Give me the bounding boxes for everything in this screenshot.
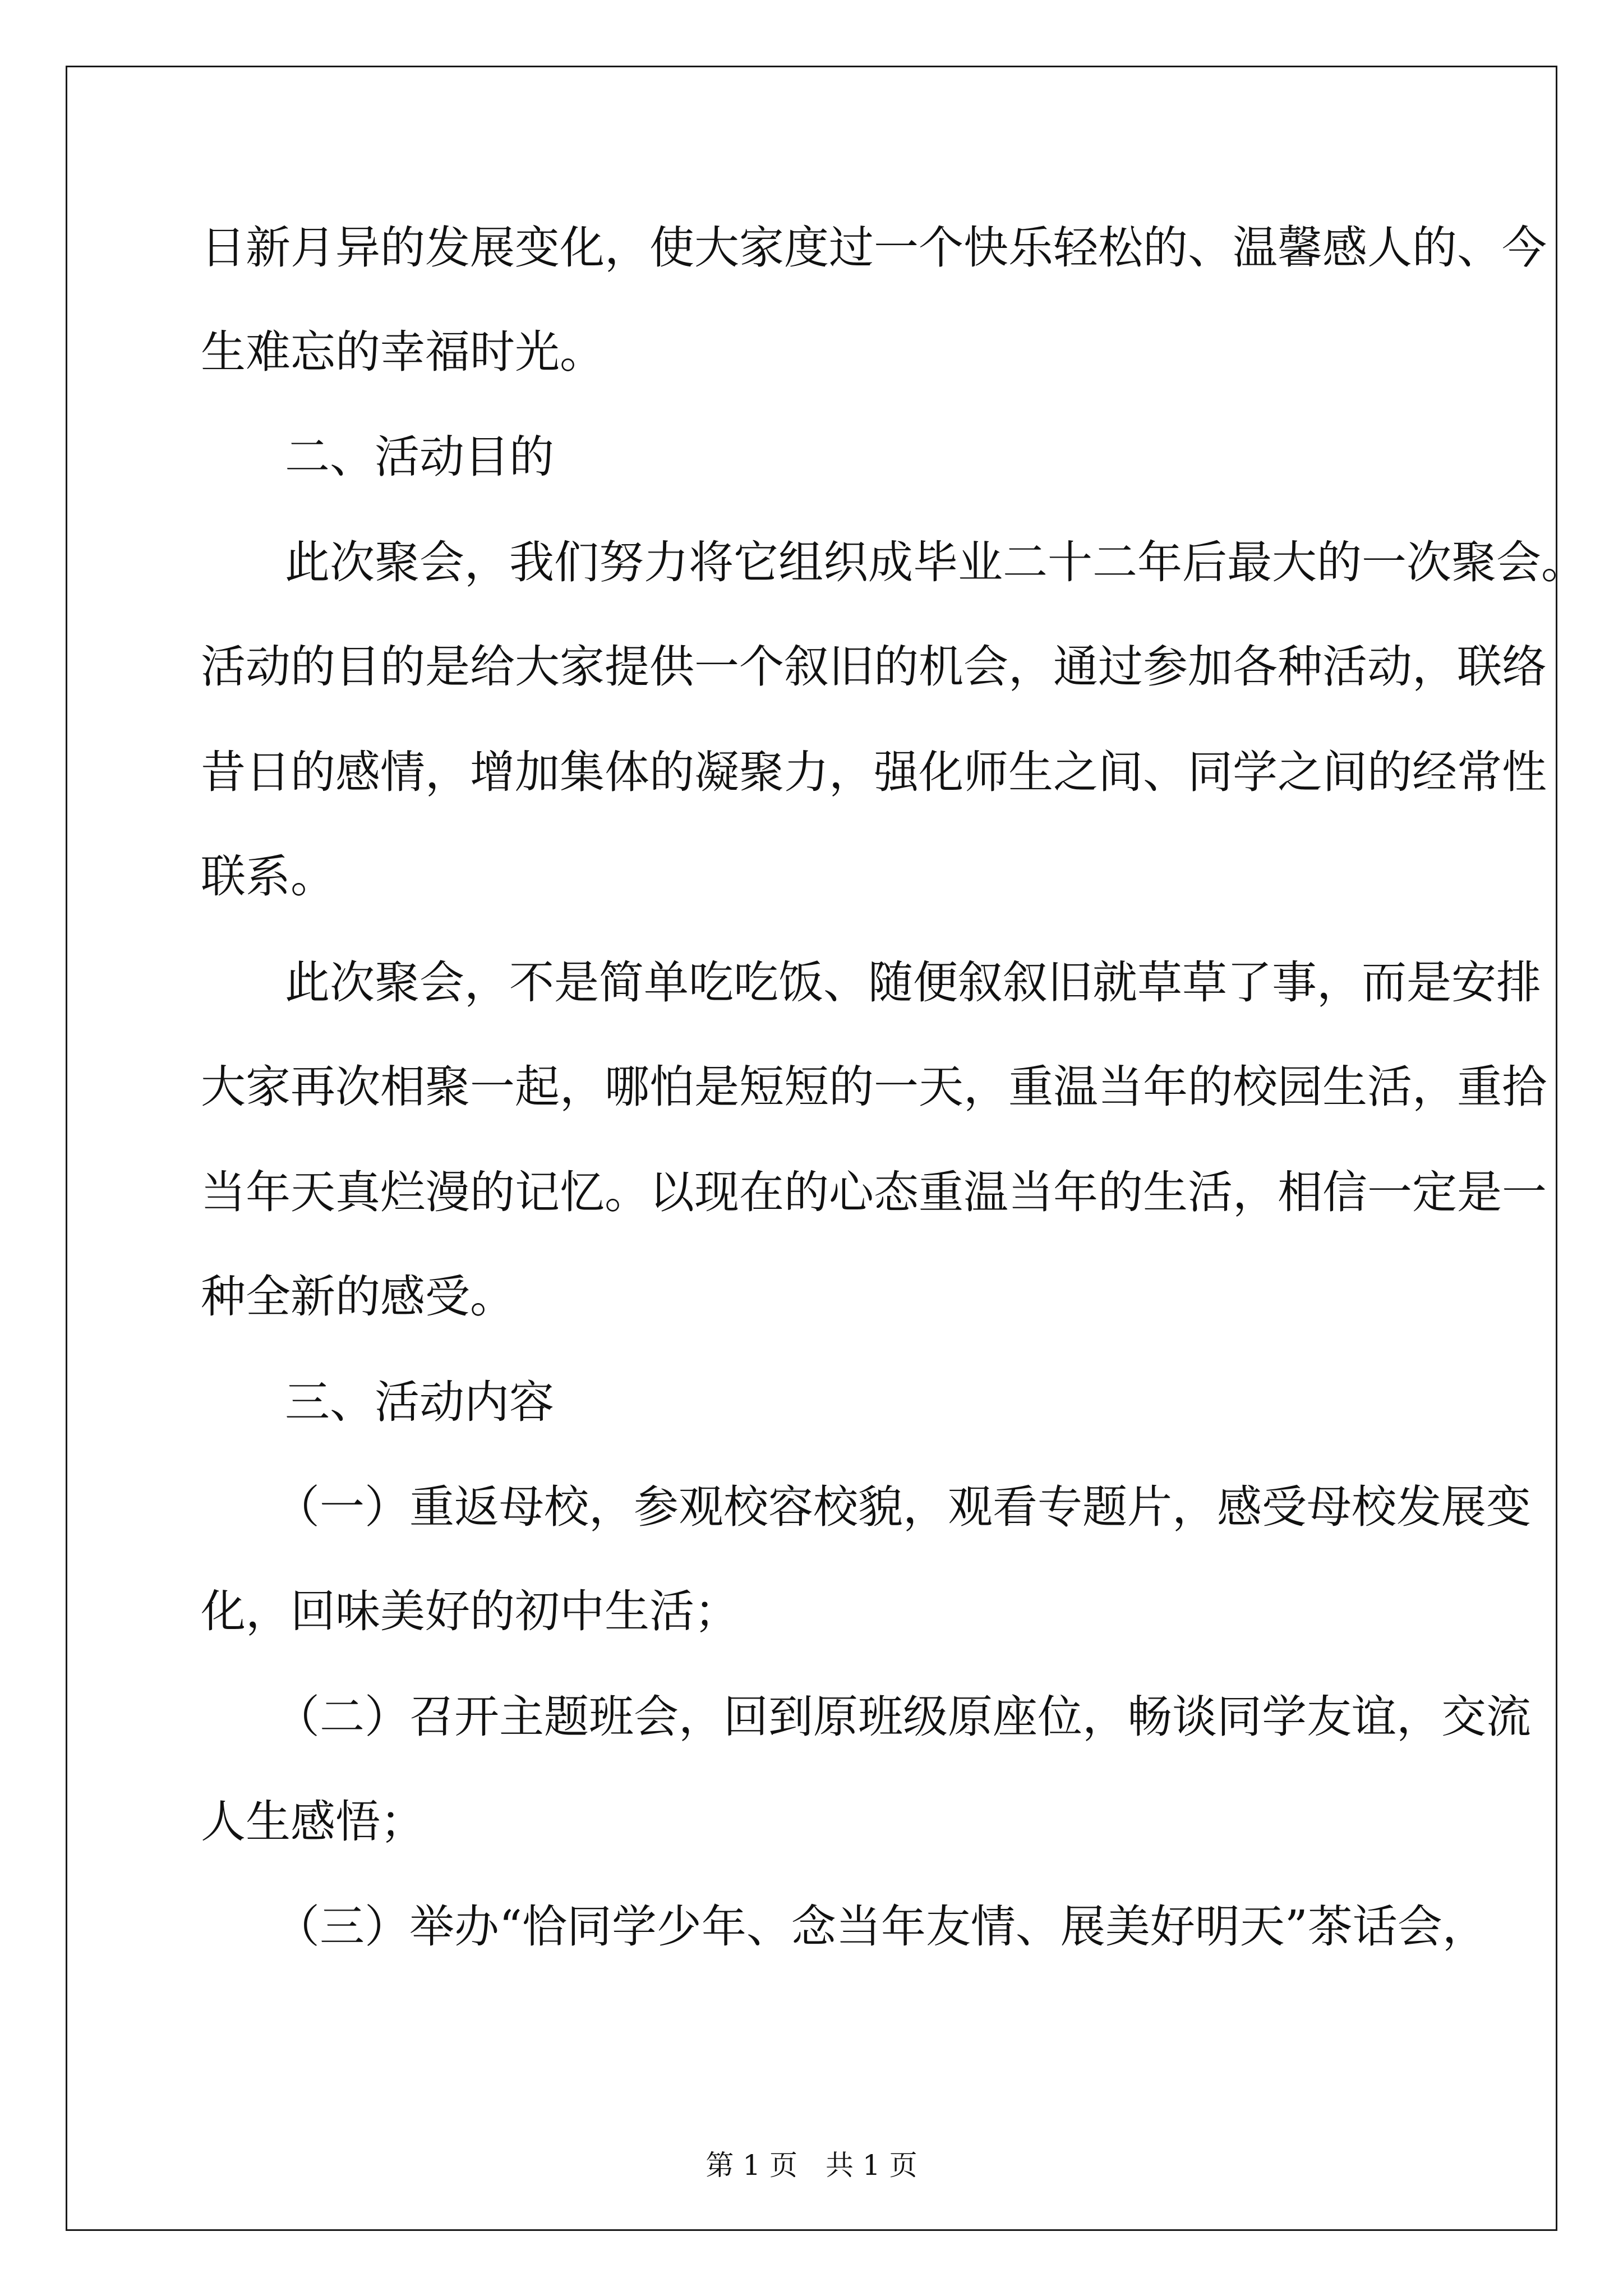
text-line: 大家再次相聚一起，哪怕是短短的一天，重温当年的校园生活，重拾 <box>201 1061 1547 1113</box>
text-line: 此次聚会，不是简单吃吃饭、随便叙叙旧就草草了事，而是安排 <box>285 956 1541 1009</box>
text-line: 昔日的感情，增加集体的凝聚力，强化师生之间、同学之间的经常性 <box>201 746 1547 798</box>
section-heading: 二、活动目的 <box>285 431 554 483</box>
text-line: 此次聚会，我们努力将它组织成毕业二十二年后最大的一次聚会。 <box>285 536 1586 588</box>
text-line: 日新月异的发展变化，使大家度过一个快乐轻松的、温馨感人的、今 <box>201 222 1547 274</box>
section-heading: 三、活动内容 <box>285 1376 554 1428</box>
text-line: 生难忘的幸福时光。 <box>201 326 605 378</box>
page-footer: 第 1 页 共 1 页 <box>706 2149 917 2182</box>
list-item: （三）举办“恰同学少年、念当年友情、展美好明天”茶话会， <box>275 1901 1487 1953</box>
text-line: 联系。 <box>201 850 335 903</box>
list-item: （二）召开主题班会，回到原班级原座位，畅谈同学友谊，交流 <box>275 1691 1531 1743</box>
text-line: 人生感悟； <box>201 1796 425 1848</box>
text-line: 当年天真烂漫的记忆。以现在的心态重温当年的生活，相信一定是一 <box>201 1166 1547 1218</box>
text-line: 活动的目的是给大家提供一个叙旧的机会，通过参加各种活动，联络 <box>201 641 1547 693</box>
list-item: （一）重返母校，参观校容校貌，观看专题片，感受母校发展变 <box>275 1481 1531 1533</box>
text-line: 种全新的感受。 <box>201 1271 515 1323</box>
text-line: 化，回味美好的初中生活； <box>201 1585 739 1637</box>
